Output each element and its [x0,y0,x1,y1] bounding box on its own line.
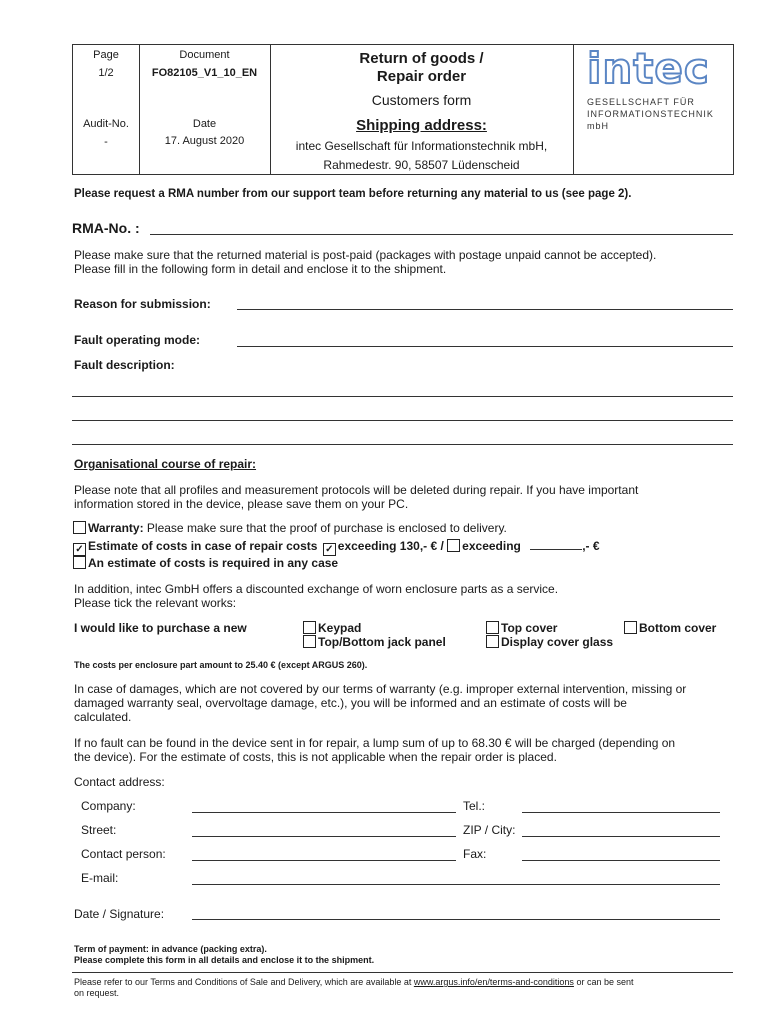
date-label: Date [192,118,217,130]
footer-text-cont: or can be sent [573,977,634,987]
nofault-line1: If no fault can be found in the device sent in for repair, a lump sum of up to 68.30 € will be charged (depending on [74,736,676,750]
shipping-address-line1: intec Gesellschaft für Informationstechnik mbH, [295,139,548,153]
intec-logo: intec [587,44,710,93]
tel-label: Tel.: [463,799,486,813]
header-table [72,44,734,175]
document-label: Document [179,49,230,61]
exceeding-checkbox[interactable] [447,539,460,552]
footer-divider [72,972,733,973]
top-cover-checkbox[interactable] [486,621,499,634]
warranty-option [73,521,507,536]
damages-line2: damaged warranty seal, overvoltage damage, etc.), you will be informed and an estimate of costs will be [74,696,627,710]
page-value: 1/2 [98,67,114,79]
fault-description-line[interactable] [72,444,733,445]
jack-panel-checkbox[interactable] [303,635,316,648]
damages-line1: In case of damages, which are not covered by our terms of warranty (e.g. improper external intervention, missing or [74,682,687,696]
page-label: Page [93,49,119,61]
company-input-line[interactable] [192,812,456,813]
reason-label: Reason for submission: [74,297,211,311]
street-label: Street: [81,823,117,837]
audit-label: Audit-No. [83,118,129,130]
exchange-note-line1: In addition, intec GmbH offers a discounted exchange of worn enclosure parts as a service. [74,582,559,596]
required-label: An estimate of costs is required in any case [88,556,339,570]
footer-note [74,977,734,999]
fax-label: Fax: [463,847,487,861]
purchase-label: I would like to purchase a new [74,621,247,635]
exceeding130-label: exceeding 130,- € / [337,539,444,553]
zip-city-label: ZIP / City: [463,823,516,837]
postpaid-note-line1: Please make sure that the returned material is post-paid (packages with postage unpaid cannot be accepted). [74,248,657,262]
exceeding-label: exceeding [462,539,521,553]
warranty-checkbox[interactable] [73,521,86,534]
rma-label: RMA-No. : [72,220,140,236]
payment-line1: Term of payment: in advance (packing extra). [74,944,267,954]
top-cover-label: Top cover [501,621,558,635]
required-option [73,556,338,571]
estimate-label: Estimate of costs in case of repair costs [88,539,318,553]
keypad-label: Keypad [318,621,362,635]
email-label: E-mail: [81,871,119,885]
fault-mode-label: Fault operating mode: [74,333,200,347]
tel-input-line[interactable] [522,812,720,813]
footer-text: Please refer to our Terms and Conditions of Sale and Delivery, which are available at [74,977,414,987]
form-title-line1: Return of goods / [359,50,484,67]
document-value: FO82105_V1_10_EN [151,67,258,79]
display-glass-label: Display cover glass [501,635,614,649]
company-label: Company: [81,799,136,813]
jack-panel-label: Top/Bottom jack panel [318,635,446,649]
display-glass-checkbox[interactable] [486,635,499,648]
footer-text-end: on request. [74,988,120,998]
zip-city-input-line[interactable] [522,836,720,837]
audit-value: - [104,136,108,148]
date-value: 17. August 2020 [164,135,245,147]
fax-input-line[interactable] [522,860,720,861]
date-signature-label: Date / Signature: [74,907,165,921]
fault-description-line[interactable] [72,396,733,397]
exchange-note-line2: Please tick the relevant works: [74,596,237,610]
display-glass-option [486,635,613,650]
profiles-note-line2: information stored in the device, please save them on your PC. [74,497,409,511]
damages-line3: calculated. [74,710,132,724]
form-title-line2: Repair order [376,68,467,85]
required-checkbox[interactable] [73,556,86,569]
header-divider [573,45,574,174]
postpaid-note-line2: Please fill in the following form in detail and enclose it to the shipment. [74,262,447,276]
reason-input-line[interactable] [237,309,733,310]
date-signature-input-line[interactable] [192,919,720,920]
contact-heading: Contact address: [74,775,165,789]
bottom-cover-label: Bottom cover [639,621,717,635]
bottom-cover-option [624,621,716,636]
payment-line2: Please complete this form in all details and enclose it to the shipment. [74,955,375,965]
keypad-checkbox[interactable] [303,621,316,634]
shipping-address-line2: Rahmedestr. 90, 58507 Lüdenscheid [323,158,520,172]
fault-description-label: Fault description: [74,358,175,372]
estimate-option [73,539,600,556]
jack-panel-option [303,635,446,650]
rma-request-note: Please request a RMA number from our support team before returning any material to us (see page 2). [74,188,632,200]
shipping-label: Shipping address: [356,117,487,134]
street-input-line[interactable] [192,836,456,837]
email-input-line[interactable] [192,884,720,885]
fault-description-line[interactable] [72,420,733,421]
nofault-line2: the device). For the estimate of costs, this is not applicable when the repair order is placed. [74,750,557,764]
warranty-text: Please make sure that the proof of purchase is enclosed to delivery. [143,521,507,535]
contact-person-label: Contact person: [81,847,166,861]
customers-form: Customers form [371,92,472,108]
exceeding130-checkbox[interactable]: ✓ [323,543,336,556]
keypad-option [303,621,361,636]
terms-link[interactable]: www.argus.info/en/terms-and-conditions [413,977,574,987]
logo-subtitle: GESELLSCHAFT FÜR INFORMATIONSTECHNIK mbH [587,97,714,131]
org-heading: Organisational course of repair: [74,457,257,471]
costs-note: The costs per enclosure part amount to 25.40 € (except ARGUS 260). [74,660,368,670]
exceeding-suffix: ,- € [582,539,600,553]
rma-input-line[interactable] [150,234,733,235]
warranty-label: Warranty: [88,521,144,535]
fault-mode-input-line[interactable] [237,346,733,347]
profiles-note-line1: Please note that all profiles and measurement protocols will be deleted during repair. If you have important [74,483,639,497]
exceeding-amount-input[interactable] [530,539,582,550]
bottom-cover-checkbox[interactable] [624,621,637,634]
top-cover-option [486,621,557,636]
estimate-checkbox[interactable]: ✓ [73,543,86,556]
contact-person-input-line[interactable] [192,860,456,861]
